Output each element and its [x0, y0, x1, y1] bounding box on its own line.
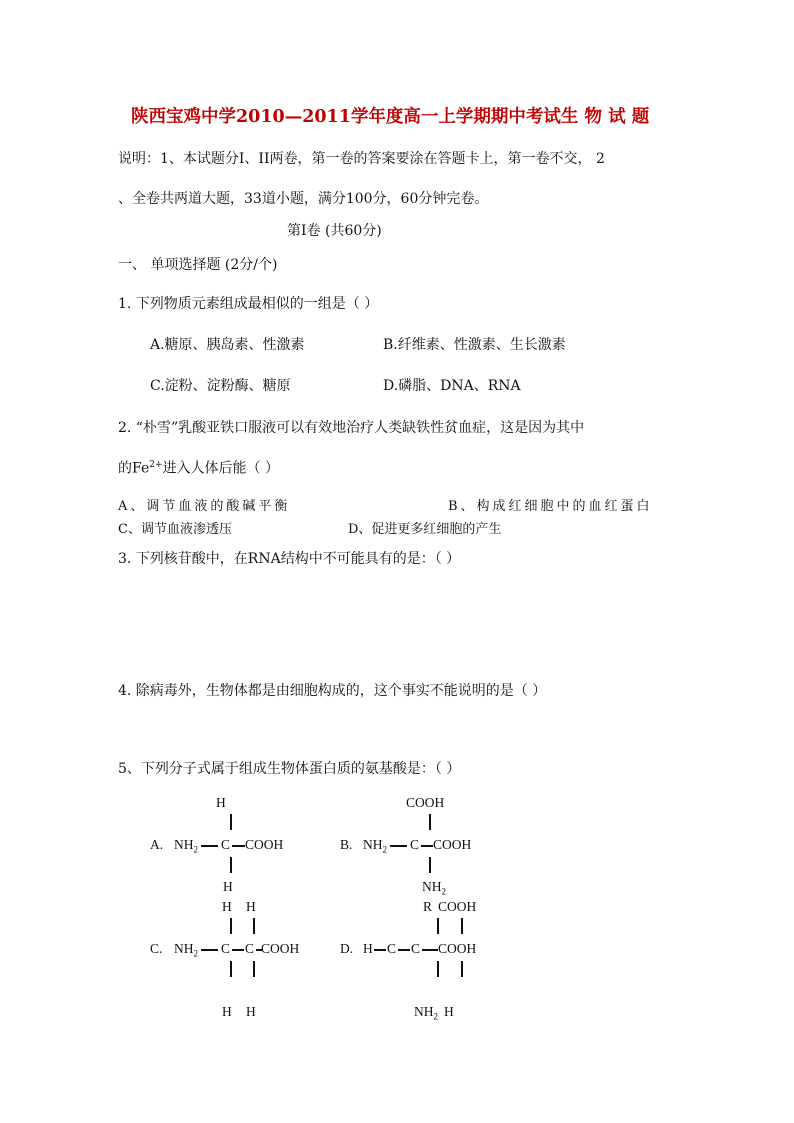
part-heading: 一、 单项选择题 (2分/个)	[118, 257, 278, 273]
amino-n: NH	[363, 837, 383, 852]
structure-b-center-c: C	[410, 837, 420, 852]
structure-b-bond-bottom	[429, 857, 431, 873]
structure-c-top-h2: H	[246, 899, 256, 914]
structure-b-amino	[363, 838, 387, 855]
structure-a-bond-bottom	[230, 857, 232, 873]
structure-d-bottom-h: H	[444, 1004, 454, 1019]
structure-c-bond-bottom-1	[230, 961, 232, 977]
structure-a-label: A.	[150, 837, 164, 852]
question-2-option-a: A、调节血液的酸碱平衡	[118, 499, 291, 514]
question-1-option-d: D.磷脂、DNA、RNA	[383, 378, 521, 394]
structure-c-bottom-h2: H	[246, 1004, 256, 1019]
structure-c-top-h1: H	[222, 899, 232, 914]
question-1-option-c: C.淀粉、淀粉酶、糖原	[150, 378, 291, 394]
instructions-line-2: 、全卷共两道大题，33道小题，满分100分，60分钟完卷。	[118, 191, 489, 207]
structure-a-bond-right	[232, 845, 245, 847]
structure-a-center-c: C	[221, 837, 231, 852]
structure-d-bond-bottom-2	[461, 961, 463, 977]
instructions-line-1: 说明：1、本试题分I、II两卷，第一卷的答案要涂在答题卡上，第一卷不交， 2	[118, 151, 605, 167]
amino-n: NH	[422, 879, 442, 894]
structure-d-label: D.	[340, 941, 354, 956]
question-2-stem-line-2	[118, 461, 279, 476]
structure-d-bond-bottom-1	[437, 961, 439, 977]
structure-a-bond-left	[201, 845, 218, 847]
structure-c-bottom-h1: H	[222, 1004, 232, 1019]
structure-d-carboxyl: COOH	[438, 941, 477, 956]
structure-d-bond-top-1	[437, 918, 439, 934]
question-1-option-b: B.纤维素、性激素、生长激素	[383, 337, 566, 353]
question-2-stem-post: 进入人体后能（ ）	[162, 460, 279, 477]
structure-b-carboxyl: COOH	[433, 837, 472, 852]
structure-b-top-carboxyl: COOH	[406, 795, 445, 810]
structure-c-bond-bottom-2	[253, 961, 255, 977]
structure-c-label: C.	[150, 941, 163, 956]
structure-c-bond-top-1	[230, 918, 232, 934]
structure-c-carboxyl: COOH	[261, 941, 300, 956]
structure-d-bond-right	[422, 949, 438, 951]
structure-d-carbon-1: C	[387, 941, 397, 956]
structure-a-bottom-h: H	[223, 879, 233, 894]
structure-d-carbon-2: C	[411, 941, 421, 956]
structure-d-bottom-amino	[414, 1005, 438, 1022]
structure-d-left-h: H	[363, 941, 373, 956]
page-title: 陕西宝鸡中学2010—2011学年度高一上学期期中考试生 物 试 题	[131, 107, 650, 127]
amino-subscript: 2	[382, 844, 387, 855]
structure-d-bond-top-2	[461, 918, 463, 934]
question-1-option-a: A.糖原、胰岛素、性激素	[150, 337, 305, 353]
section-heading: 第I卷 (共60分)	[287, 223, 382, 239]
amino-n: NH	[174, 837, 194, 852]
question-2-stem-pre: 的Fe	[118, 460, 150, 477]
question-5-stem: 5、下列分子式属于组成生物体蛋白质的氨基酸是：（ ）	[118, 761, 461, 777]
structure-b-bond-top	[429, 814, 431, 830]
structure-d-top-carboxyl: COOH	[438, 899, 477, 914]
structure-c-amino	[174, 942, 198, 959]
structure-d-bond-middle	[398, 949, 410, 951]
amino-n: NH	[174, 941, 194, 956]
amino-subscript: 2	[433, 1011, 438, 1022]
structure-c-bond-left	[201, 949, 218, 951]
amino-subscript: 2	[193, 844, 198, 855]
structure-b-bottom-amino	[422, 880, 446, 897]
structure-a-amino	[174, 838, 198, 855]
question-3-stem: 3. 下列核苷酸中，在RNA结构中不可能具有的是：（ ）	[118, 551, 461, 567]
question-2-option-b: B、构成红细胞中的血红蛋白	[448, 499, 653, 514]
question-2-option-c: C、调节血液渗透压	[118, 522, 232, 537]
structure-a-bond-top	[230, 814, 232, 830]
structure-a-top-h: H	[216, 795, 226, 810]
amino-subscript: 2	[441, 886, 446, 897]
structure-c-carbon-2: C	[245, 941, 255, 956]
question-1-stem: 1. 下列物质元素组成最相似的一组是（ ）	[118, 296, 379, 312]
amino-n: NH	[414, 1004, 434, 1019]
question-2-stem-line-1: 2. “朴雪”乳酸亚铁口服液可以有效地治疗人类缺铁性贫血症，这是因为其中	[118, 420, 585, 436]
question-2-option-d: D、促进更多红细胞的产生	[348, 522, 502, 537]
structure-c-bond-middle	[232, 949, 244, 951]
structure-b-bond-right	[421, 845, 433, 847]
structure-c-carbon-1: C	[221, 941, 231, 956]
iron-charge: 2+	[149, 460, 163, 470]
amino-subscript: 2	[193, 948, 198, 959]
structure-b-bond-left	[390, 845, 407, 847]
structure-b-label: B.	[340, 837, 353, 852]
structure-a-carboxyl: COOH	[245, 837, 284, 852]
structure-d-top-r: R	[423, 899, 433, 914]
structure-c-bond-top-2	[253, 918, 255, 934]
structure-d-bond-left	[374, 949, 386, 951]
question-4-stem: 4. 除病毒外，生物体都是由细胞构成的，这个事实不能说明的是（ ）	[118, 683, 547, 699]
